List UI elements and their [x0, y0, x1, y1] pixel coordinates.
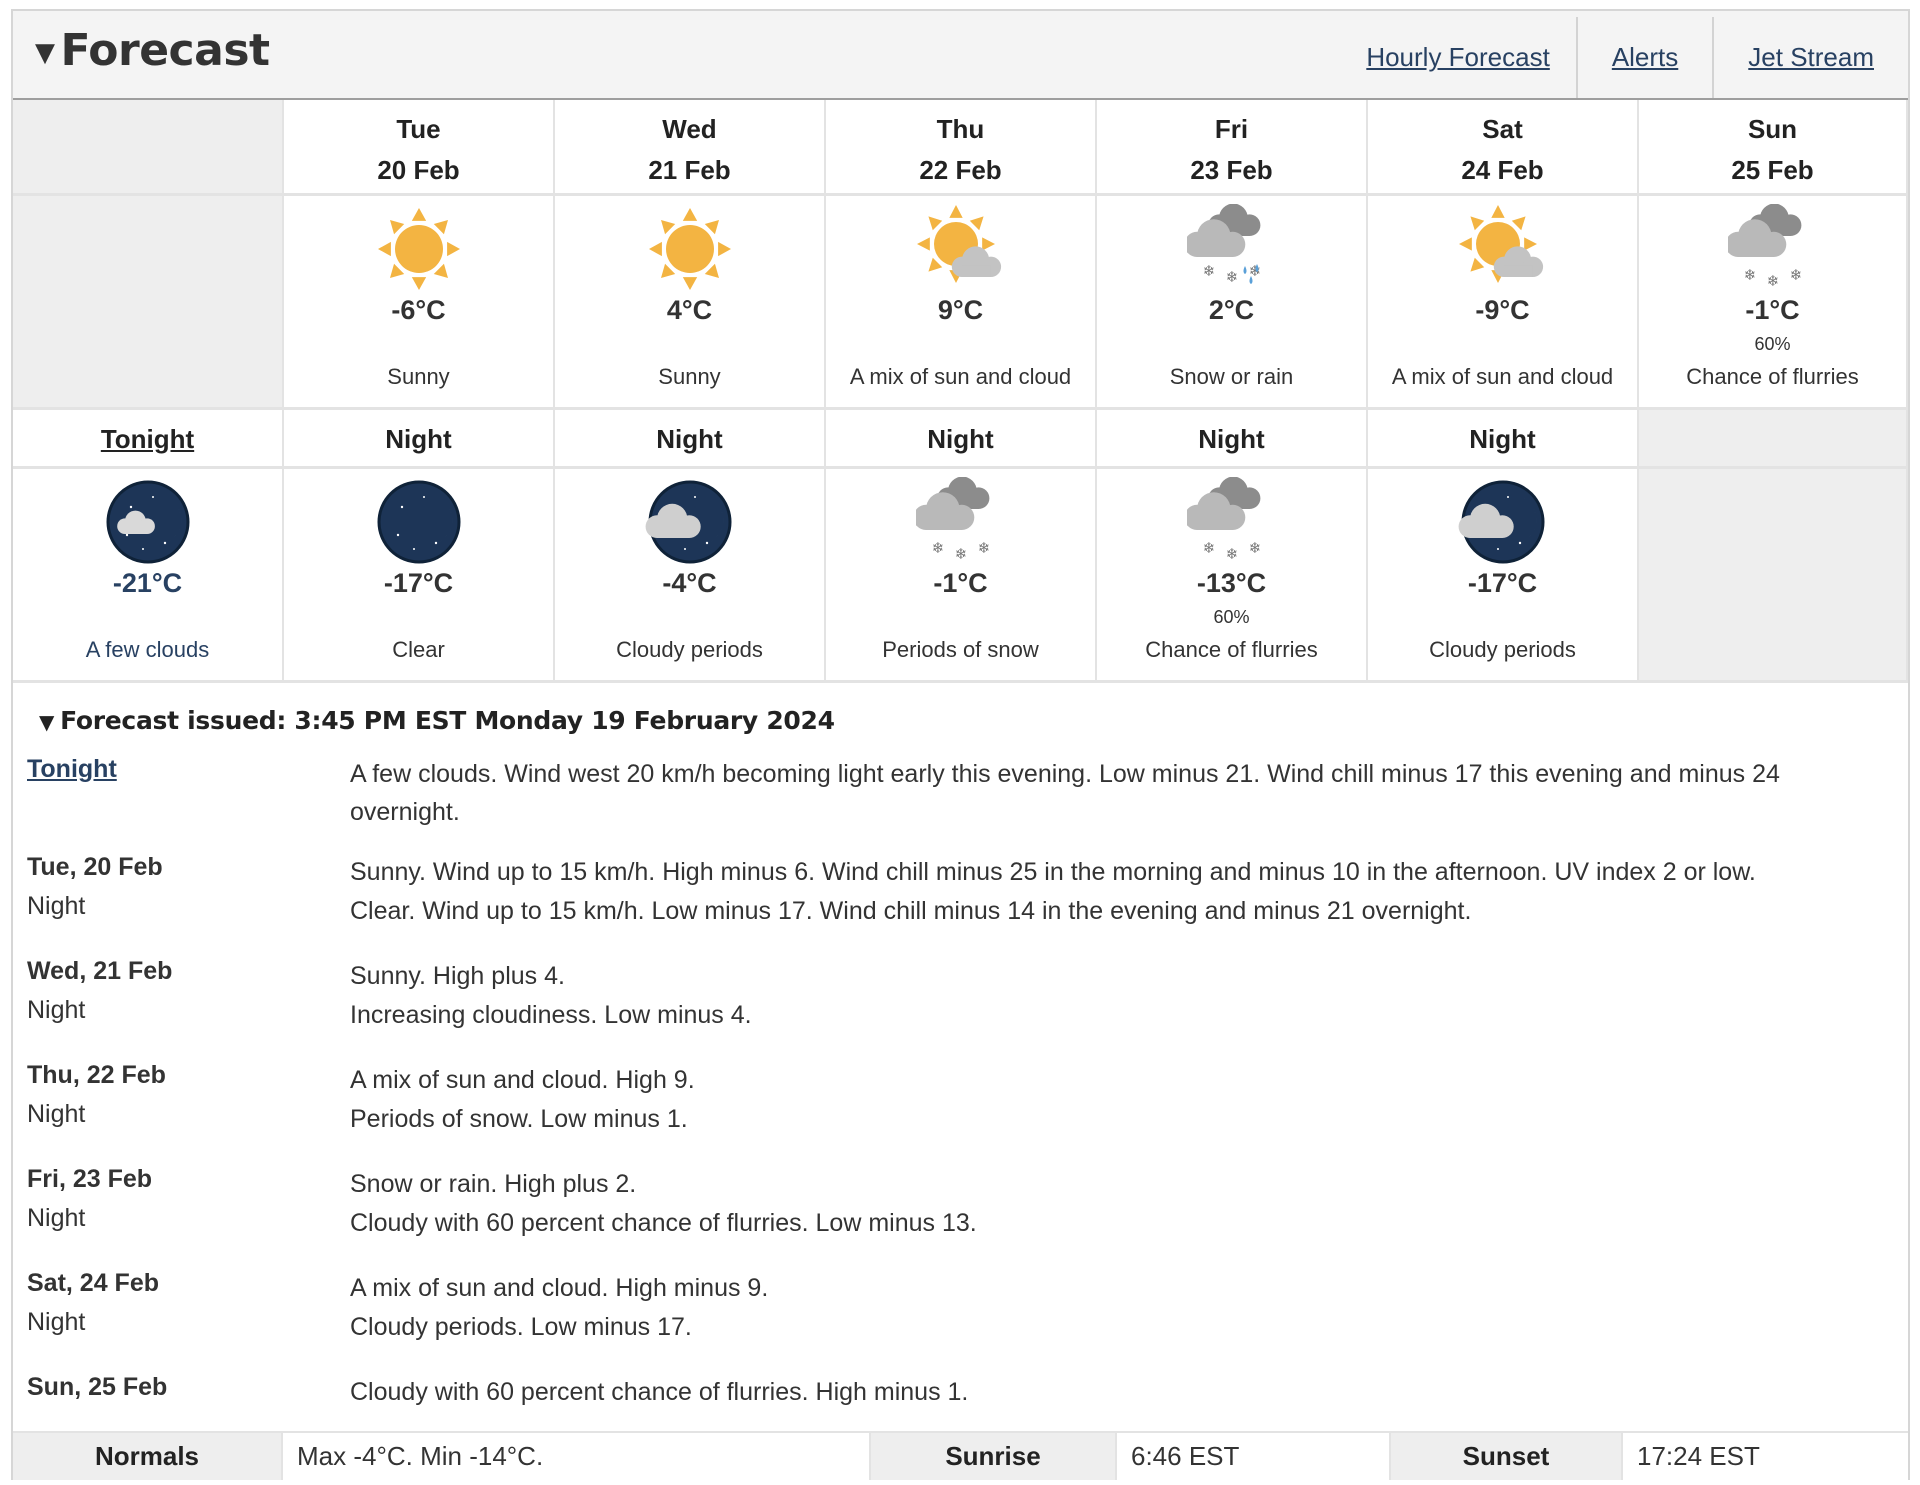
- svg-text:❄: ❄: [1766, 272, 1779, 290]
- detail-text: Clear. Wind up to 15 km/h. Low minus 17. Wind chill minus 14 in the evening and minus 21 overnight.: [350, 897, 1472, 925]
- snow-icon: [916, 477, 1006, 567]
- night-header: [1368, 410, 1639, 469]
- day-temperature: 2°C: [1208, 295, 1255, 325]
- day-header: [555, 100, 826, 196]
- forecast-title[interactable]: [35, 25, 270, 76]
- day-date: 22 Feb: [919, 155, 1002, 185]
- day-forecast-cell: [555, 196, 826, 410]
- blank-night-cell: [1639, 469, 1908, 683]
- blank-corner-cell: [13, 100, 284, 196]
- night-forecast-cell: [284, 469, 555, 683]
- night-summary: Chance of flurries: [1145, 637, 1318, 662]
- detail-text: Cloudy with 60 percent chance of flurries. Low minus 13.: [350, 1209, 977, 1237]
- flurries-icon: [1728, 204, 1818, 294]
- night-header: [555, 410, 826, 469]
- day-date: 24 Feb: [1461, 155, 1544, 185]
- forecast-title-text: Forecast: [60, 25, 270, 76]
- night-header: [826, 410, 1097, 469]
- night-header: [284, 410, 555, 469]
- svg-text:❄: ❄: [1743, 266, 1756, 284]
- forecast-issued-text: Forecast issued: 3:45 PM EST Monday 19 February 2024: [60, 706, 835, 735]
- detail-label: Night: [27, 1204, 86, 1232]
- sunrise-value: 6:46 EST: [1117, 1433, 1391, 1480]
- footer-table: [13, 1431, 1908, 1480]
- moon-clear-icon: [374, 477, 464, 567]
- alerts-link[interactable]: Alerts: [1576, 17, 1712, 98]
- night-summary: Cloudy periods: [1429, 637, 1576, 662]
- detail-text: Snow or rain. High plus 2.: [350, 1170, 637, 1198]
- day-summary: A mix of sun and cloud: [1391, 364, 1614, 389]
- day-name: Sun: [1747, 114, 1798, 144]
- day-temperature: -6°C: [391, 295, 446, 325]
- day-precip-chance: 60%: [1754, 334, 1791, 354]
- detail-text: Sunny. Wind up to 15 km/h. High minus 6. Wind chill minus 25 in the morning and minus 10 in the afternoon. UV index 2 or low.: [350, 858, 1756, 886]
- moon-cloudy-icon: [645, 477, 735, 567]
- detail-text: Cloudy periods. Low minus 17.: [350, 1313, 692, 1341]
- jet-stream-link[interactable]: Jet Stream: [1712, 17, 1908, 98]
- day-summary: Sunny: [387, 364, 450, 389]
- day-name: Tue: [396, 114, 441, 144]
- day-name: Sat: [1482, 114, 1523, 144]
- detail-text: A few clouds. Wind west 20 km/h becoming light early this evening. Low minus 21. Wind chill minus 17 this evening and minus 24 overnight.: [350, 760, 1780, 826]
- detail-label: Sat, 24 Feb: [27, 1269, 159, 1297]
- detail-text: A mix of sun and cloud. High 9.: [350, 1066, 695, 1094]
- svg-text:❄: ❄: [954, 545, 967, 563]
- flurries-icon: [1187, 477, 1277, 567]
- detail-label: Night: [27, 1100, 86, 1128]
- svg-text:❄: ❄: [977, 539, 990, 557]
- day-forecast-cell: [826, 196, 1097, 410]
- caret-down-icon: ▼: [35, 38, 55, 68]
- night-label: Night: [656, 424, 723, 454]
- night-label: Night: [1198, 424, 1265, 454]
- sunset-label: Sunset: [1391, 1433, 1623, 1480]
- sun-icon: [374, 204, 464, 294]
- night-summary: Periods of snow: [882, 637, 1039, 662]
- normals-value: Max -4°C. Min -14°C.: [283, 1433, 871, 1480]
- night-header: [1097, 410, 1368, 469]
- forecast-panel: [11, 9, 1910, 1480]
- detail-label: Wed, 21 Feb: [27, 957, 173, 985]
- tonight-header: [13, 410, 284, 469]
- day-header: [826, 100, 1097, 196]
- caret-down-icon: ▼: [39, 710, 55, 734]
- day-summary: Sunny: [658, 364, 721, 389]
- day-date: 25 Feb: [1731, 155, 1814, 185]
- forecast-header: [13, 11, 1908, 100]
- sun-icon: [645, 204, 735, 294]
- day-name: Thu: [936, 114, 985, 144]
- day-temperature: -9°C: [1475, 295, 1530, 325]
- day-forecast-cell: [1368, 196, 1639, 410]
- detail-label: Tue, 20 Feb: [27, 853, 163, 881]
- night-temperature: -13°C: [1196, 568, 1267, 598]
- forecast-issued[interactable]: [39, 706, 835, 735]
- detail-label: Thu, 22 Feb: [27, 1061, 166, 1089]
- night-summary: Cloudy periods: [616, 637, 763, 662]
- night-forecast-cell: [1368, 469, 1639, 683]
- day-name: Wed: [662, 114, 717, 144]
- day-summary: A mix of sun and cloud: [849, 364, 1072, 389]
- night-temperature: -17°C: [383, 568, 454, 598]
- detail-label: Sun, 25 Feb: [27, 1373, 168, 1401]
- day-header: [284, 100, 555, 196]
- svg-text:❄: ❄: [931, 539, 944, 557]
- svg-text:❄: ❄: [1202, 262, 1215, 280]
- detail-text: Increasing cloudiness. Low minus 4.: [350, 1001, 752, 1029]
- day-temperature: -1°C: [1745, 295, 1800, 325]
- night-forecast-cell: [555, 469, 826, 683]
- moon-cloudy-icon: [1458, 477, 1548, 567]
- night-summary: A few clouds: [85, 637, 210, 662]
- svg-text:❄: ❄: [1789, 266, 1802, 284]
- svg-text:❄: ❄: [1225, 545, 1238, 563]
- day-name: Fri: [1214, 114, 1249, 144]
- tonight-link[interactable]: Tonight: [100, 424, 195, 454]
- day-temperature: 4°C: [666, 295, 713, 325]
- day-forecast-cell: [1639, 196, 1908, 410]
- blank-night-label-cell: [1639, 410, 1908, 469]
- normals-label: Normals: [13, 1433, 283, 1480]
- night-temperature: -4°C: [662, 568, 717, 598]
- sun-cloud-icon: [1458, 204, 1548, 294]
- detail-text: Cloudy with 60 percent chance of flurries. High minus 1.: [350, 1378, 969, 1406]
- night-temperature: -21°C: [112, 568, 183, 598]
- tonight-detail-link[interactable]: Tonight: [27, 755, 117, 783]
- detail-text: Sunny. High plus 4.: [350, 962, 565, 990]
- svg-text:❄: ❄: [1248, 262, 1261, 280]
- sunset-value: 17:24 EST: [1623, 1433, 1908, 1480]
- day-summary: Chance of flurries: [1686, 364, 1859, 389]
- night-forecast-cell: [826, 469, 1097, 683]
- night-forecast-cell: [13, 469, 284, 683]
- day-date: 23 Feb: [1190, 155, 1273, 185]
- day-header: [1639, 100, 1908, 196]
- day-date: 20 Feb: [377, 155, 460, 185]
- svg-text:❄: ❄: [1202, 539, 1215, 557]
- header-links: [1332, 17, 1908, 98]
- detail-label: Fri, 23 Feb: [27, 1165, 153, 1193]
- night-forecast-cell: [1097, 469, 1368, 683]
- day-date: 21 Feb: [648, 155, 731, 185]
- day-header: [1097, 100, 1368, 196]
- svg-text:❄: ❄: [1225, 268, 1238, 286]
- night-temperature: -17°C: [1467, 568, 1538, 598]
- day-temperature: 9°C: [937, 295, 984, 325]
- day-forecast-cell: [284, 196, 555, 410]
- night-summary: Clear: [392, 637, 445, 662]
- day-header: [1368, 100, 1639, 196]
- day-forecast-cell: [1097, 196, 1368, 410]
- svg-text:❄: ❄: [1248, 539, 1261, 557]
- hourly-forecast-link[interactable]: Hourly Forecast: [1366, 42, 1550, 72]
- night-temperature: -1°C: [933, 568, 988, 598]
- detail-text: Periods of snow. Low minus 1.: [350, 1105, 688, 1133]
- detail-label: Night: [27, 996, 86, 1024]
- night-label: Night: [1469, 424, 1536, 454]
- detail-label: Night: [27, 1308, 86, 1336]
- sun-cloud-icon: [916, 204, 1006, 294]
- day-summary: Snow or rain: [1169, 364, 1294, 389]
- detail-label: Night: [27, 892, 86, 920]
- sunrise-label: Sunrise: [871, 1433, 1117, 1480]
- night-label: Night: [385, 424, 452, 454]
- night-precip-chance: 60%: [1213, 607, 1250, 627]
- blank-day-cell: [13, 196, 284, 410]
- detail-text: A mix of sun and cloud. High minus 9.: [350, 1274, 769, 1302]
- moon-clouds-icon: [103, 477, 193, 567]
- night-label: Night: [927, 424, 994, 454]
- snow-rain-icon: [1187, 204, 1277, 294]
